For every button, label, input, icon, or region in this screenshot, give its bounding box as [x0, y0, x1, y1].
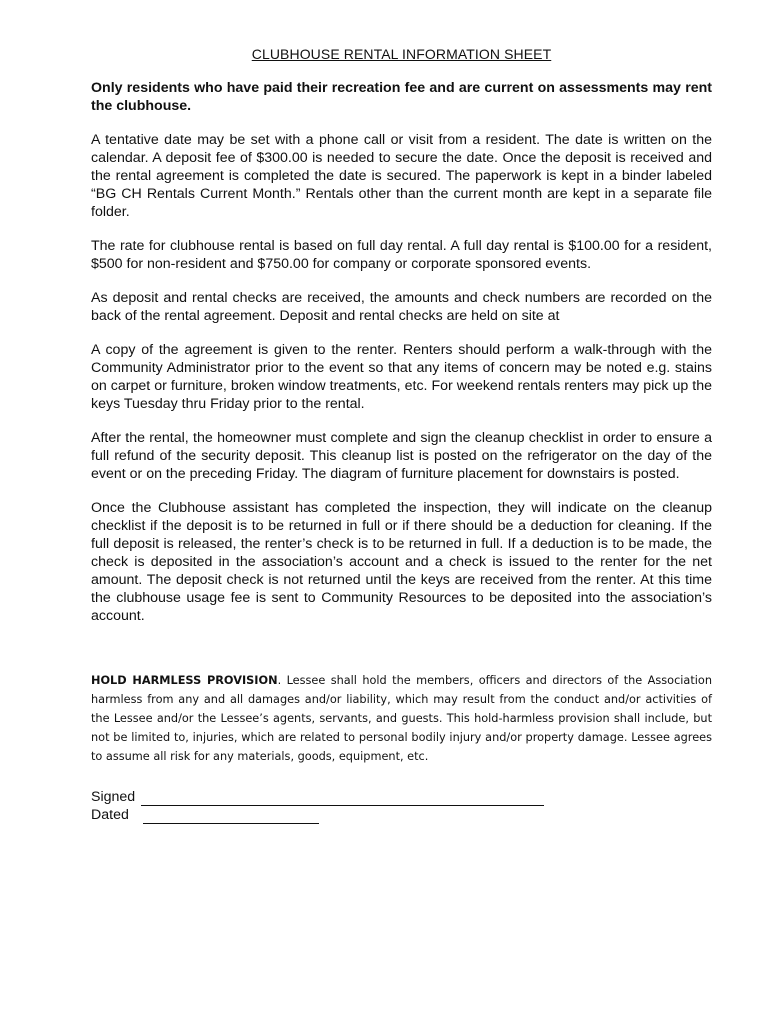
eligibility-notice: Only residents who have paid their recreation fee and are current on assessments may rent the clubhouse. — [91, 80, 712, 114]
dated-row — [91, 806, 712, 824]
paragraph-reservation: A tentative date may be set with a phone call or visit from a resident. The date is written on the calendar. A deposit fee of $300.00 is needed to secure the date. Once the deposit is received and the rental agreement is completed the date is secured. The paperwork is kept in a binder labeled “BG CH Rentals Current Month.” Rentals other than the current month are kept in a separate file folder. — [91, 132, 712, 220]
signed-row — [91, 788, 712, 806]
paragraph-walkthrough: A copy of the agreement is given to the renter. Renters should perform a walk-through with the Community Administrator prior to the event so that any items of concern may be noted e.g. stains on carpet or furniture, broken window treatments, etc. For weekend rentals renters may pick up the keys Tuesday thru Friday prior to the rental. — [91, 342, 712, 412]
paragraph-rates: The rate for clubhouse rental is based on full day rental. A full day rental is $100.00 for a resident, $500 for non-resident and $750.00 for company or corporate sponsored events. — [91, 238, 712, 272]
signed-field[interactable] — [141, 791, 544, 806]
hold-harmless-heading: HOLD HARMLESS PROVISION — [91, 674, 278, 687]
dated-field[interactable] — [143, 809, 319, 824]
paragraph-inspection: Once the Clubhouse assistant has completed the inspection, they will indicate on the cleanup checklist if the deposit is to be returned in full or if there should be a deduction for cleaning. If the full deposit is released, the renter’s check is to be returned in full. If a deduction is to be made, the check is deposited in the association’s account and a check is issued to the renter for the net amount. The deposit check is not returned until the keys are received from the renter. At this time the clubhouse usage fee is sent to Community Resources to be deposited into the association’s account. — [91, 500, 712, 624]
hold-harmless-text: . Lessee shall hold the members, officers and directors of the Association harmless from any and all damages and/or liability, which may result from the conduct and/or activities of the Lessee and/or the Lessee’s agents, servants, and guests. This hold-harmless provision shall include, but not be limited to, injuries, which are related to personal bodily injury and/or property damage. Lessee agrees to assume all risk for any materials, goods, equipment, etc. — [91, 674, 712, 763]
paragraph-checks: As deposit and rental checks are received, the amounts and check numbers are recorded on the back of the rental agreement. Deposit and rental checks are held on site at — [91, 290, 712, 324]
paragraph-cleanup: After the rental, the homeowner must complete and sign the cleanup checklist in order to ensure a full refund of the security deposit. This cleanup list is posted on the refrigerator on the day of the event or on the preceding Friday. The diagram of furniture placement for downstairs is posted. — [91, 430, 712, 482]
dated-label: Dated — [91, 807, 129, 823]
hold-harmless-provision — [91, 671, 712, 766]
signed-label: Signed — [91, 789, 136, 805]
page-title: CLUBHOUSE RENTAL INFORMATION SHEET — [251, 46, 552, 62]
document-page — [91, 46, 712, 824]
